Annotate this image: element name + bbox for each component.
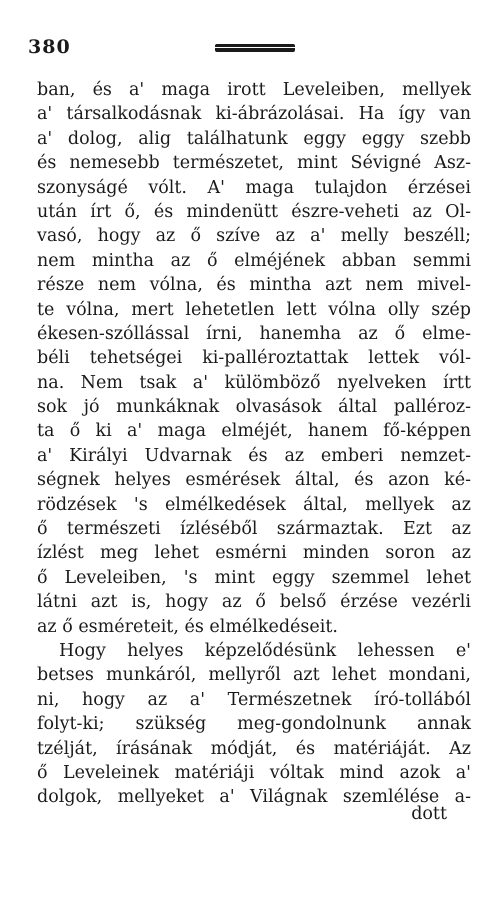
text-line: után írt ő, és mindenütt észre-veheti az Ol- (37, 201, 471, 222)
text-line: a' társalkodásnak ki-ábrázolásai. Ha így van (37, 104, 471, 125)
text-line: része nem vólna, és mintha azt nem mivel- (37, 275, 471, 296)
text-line: látni azt is, hogy az ő belső érzése vezérli (37, 592, 471, 613)
text-line: ékesen-szóllással írni, hanemha az ő elme- (37, 323, 471, 344)
header-ornament (215, 44, 295, 52)
text-line: dolgok, mellyeket a' Világnak szemlélése a- (37, 787, 471, 808)
text-line: ő Leveleinek matériáji vóltak mind azok a' (37, 762, 471, 783)
text-line: ő Leveleiben, 's mint eggy szemmel lehet (37, 567, 471, 588)
text-line: az ő esméreteit, és elmélkedéseit. (37, 616, 338, 637)
body-text (37, 78, 471, 810)
text-line: tzélját, írásának módját, és matériáját. Az (37, 738, 471, 759)
text-line: na. Nem tsak a' külömböző nyelveken írtt (37, 372, 471, 393)
text-line: ban, és a' maga irott Leveleiben, mellyek (37, 80, 471, 100)
text-line: vasó, hogy az ő szíve az a' melly beszéll; (37, 226, 471, 247)
text-line: rödzések 's elmélkedések által, mellyek az (37, 494, 471, 515)
text-line: ő természeti ízléséből származtak. Ezt az (37, 519, 471, 540)
text-line: ta ő ki a' maga elméjét, hanem fő-képpen (37, 421, 471, 442)
paragraph-start-line: Hogy helyes képzelődésünk lehessen e' (59, 640, 471, 661)
catchword: dott (411, 804, 447, 824)
text-line: nem mintha az ő elméjének abban semmi (37, 250, 471, 271)
text-line: béli tehetségei ki-palléroztattak lettek vól- (37, 348, 471, 369)
text-line: betses munkáról, mellyről azt lehet mondani, (37, 665, 471, 686)
text-line: folyt-ki; szükség meg-gondolnunk annak (37, 714, 471, 735)
text-line: ni, hogy az a' Természetnek író-tollából (37, 689, 471, 710)
text-line: te vólna, mert lehetetlen lett vólna olly szép (37, 299, 471, 320)
text-line: és nemesebb természetet, mint Sévigné Asz- (37, 153, 471, 174)
text-line: szonyságé vólt. A' maga tulajdon érzései (37, 177, 471, 198)
text-line: sok jó munkáknak olvasások által palléroz- (37, 397, 471, 418)
text-line: a' dolog, alig találhatunk eggy eggy szebb (37, 128, 471, 149)
text-line: ízlést meg lehet esmérni minden soron az (37, 543, 471, 564)
text-line: a' Királyi Udvarnak és az emberi nemzet- (37, 445, 471, 466)
page-number: 380 (28, 36, 71, 58)
text-line: ségnek helyes esmérések által, és azon ké- (37, 470, 471, 491)
